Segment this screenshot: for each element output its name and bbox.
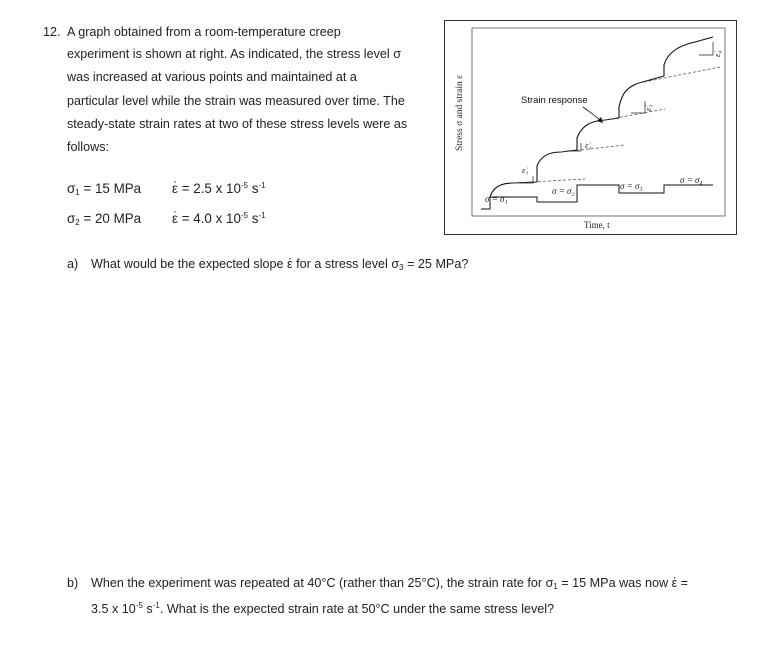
intro-line-4: particular level while the strain was measured over time. The: [67, 94, 405, 108]
unit-exponent: -1: [258, 211, 266, 220]
problem-number: 12.: [43, 25, 61, 39]
part-b-text-6: . What is the expected strain rate at 50°C under the same stress level?: [159, 602, 555, 616]
creep-graph: [445, 21, 735, 233]
part-b-line-1: [91, 575, 688, 595]
part-a-text: [91, 256, 468, 276]
rate-unit: s: [248, 181, 259, 196]
part-b-text-4: 3.5 x 10: [91, 602, 136, 616]
sigma-symbol: σ: [67, 211, 76, 226]
part-b-label: b): [67, 576, 79, 590]
sigma-subscript: 1: [553, 582, 558, 591]
part-b-text-1: When the experiment was repeated at 40°C (rather than 25°C), the strain rate for σ: [91, 576, 554, 590]
rate-value: = 2.5 x 10: [177, 181, 241, 196]
rate-row-2: [172, 211, 266, 226]
rate-label-3: ε̇₃: [643, 104, 653, 111]
plot-area: [472, 28, 725, 216]
part-a-text-2: for a stress level σ: [292, 257, 400, 271]
stress-value: = 20 MPa: [79, 211, 142, 226]
intro-line-6: follows:: [67, 140, 109, 154]
rate-row-1: [172, 181, 266, 196]
rate-exponent: -5: [240, 181, 249, 190]
stress-label-1: σ = σ₁: [485, 194, 508, 204]
part-a-text-3: = 25 MPa?: [403, 257, 469, 271]
unit-exponent: -1: [152, 601, 160, 610]
rate-label-4: ε̇₄: [712, 50, 722, 57]
part-a-label: a): [67, 257, 79, 271]
rate-exponent: -5: [135, 601, 143, 610]
sigma-symbol: σ: [67, 181, 76, 196]
epsilon-dot-symbol: · ε: [672, 576, 678, 590]
part-b-text-2: = 15 MPa was now: [557, 576, 672, 590]
rate-value: = 4.0 x 10: [177, 211, 241, 226]
epsilon-dot-symbol: · ε: [287, 257, 293, 271]
stress-label-4: σ = σ₄: [680, 175, 703, 185]
intro-line-5: steady-state strain rates at two of these stress levels were as: [67, 117, 408, 131]
intro-line-1: A graph obtained from a room-temperature creep: [67, 25, 341, 39]
unit-exponent: -1: [258, 181, 266, 190]
intro-line-3: was increased at various points and maintained at a: [67, 70, 357, 84]
sigma-subscript: 2: [75, 218, 80, 227]
epsilon-dot-symbol: · ε: [172, 181, 178, 196]
part-b-text-5: s: [142, 602, 153, 616]
x-axis-label: Time, t: [584, 220, 610, 230]
epsilon-dot-symbol: · ε: [172, 211, 178, 226]
y-axis-label: Stress σ and strain ε: [455, 74, 465, 151]
data-row-1: [67, 181, 141, 197]
data-row-2: [67, 211, 141, 227]
sigma-subscript: 3: [399, 263, 404, 272]
strain-response-annotation: Strain response: [521, 95, 588, 106]
rate-exponent: -5: [240, 211, 249, 220]
part-b-line-2: [91, 598, 554, 617]
intro-line-2: experiment is shown at right. As indicated, the stress level σ: [67, 47, 401, 61]
rate-label-1: ε̇₁: [522, 165, 529, 175]
rate-label-2: ε̇₂: [585, 140, 592, 150]
stress-value: = 15 MPa: [79, 181, 142, 196]
part-a-text-1: What would be the expected slope: [91, 257, 288, 271]
creep-figure: [444, 20, 737, 235]
sigma-subscript: 1: [75, 188, 80, 197]
stress-label-3: σ = σ₃: [620, 181, 643, 191]
rate-unit: s: [248, 211, 259, 226]
stress-label-2: σ = σ₂: [552, 186, 575, 196]
part-b-text-3: =: [677, 576, 689, 590]
